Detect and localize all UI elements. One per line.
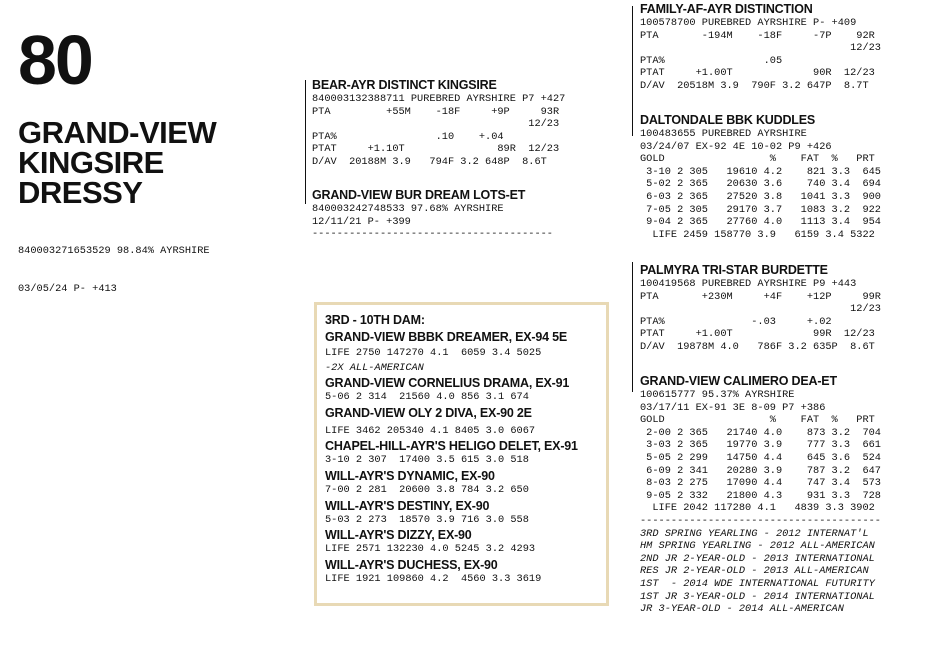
dam-sire-block	[640, 263, 881, 354]
sire-bracket-line	[305, 80, 306, 204]
award-line: JR 3-YEAR-OLD - 2014 ALL-AMERICAN	[640, 603, 844, 616]
dam-dam-name: GRAND-VIEW CALIMERO DEA-ET	[640, 374, 837, 388]
award-line: 1ST JR 3-YEAR-OLD - 2014 INTERNATIONAL	[640, 590, 875, 603]
dam-entry-name: WILL-AYR'S DYNAMIC, EX-90	[325, 468, 495, 483]
dam-entry-name: CHAPEL-HILL-AYR'S HELIGO DELET, EX-91	[325, 439, 578, 454]
sire-dam-block	[640, 113, 881, 241]
sire-line: PTAT +1.10T 89R 12/23	[312, 143, 560, 156]
sire-dam-line: 100483655 PUREBRED AYRSHIRE	[640, 128, 807, 140]
sire-dam-record: 5-02 2 365 20630 3.6 740 3.4 694	[640, 178, 881, 191]
sire-dam-name: DALTONDALE BBK KUDDLES	[640, 113, 815, 127]
sire-sire-line: PTA% .05	[640, 54, 783, 67]
dam-entry-name: GRAND-VIEW OLY 2 DIVA, EX-90 2E	[325, 405, 532, 420]
dam-entry-record: LIFE 1921 109860 4.2 4560 3.3 3619	[325, 572, 542, 585]
dam-block	[312, 188, 553, 241]
dam-dam-record: 3-03 2 365 19770 3.9 777 3.3 661	[640, 439, 881, 452]
sire-sire-line: 12/23	[640, 42, 881, 55]
sire-line: PTA +55M -18F +9P 93R	[312, 105, 560, 118]
dam-dam-divider: ---------------------------------------	[640, 514, 881, 527]
sire-dam-record: 6-03 2 365 27520 3.8 1041 3.3 900	[640, 190, 881, 203]
extended-dams-box	[314, 302, 609, 606]
sire-dam-record: 9-04 2 365 27760 4.0 1113 3.4 954	[640, 216, 881, 229]
dam-sire-line: D/AV 19878M 4.0 786F 3.2 635P 8.6T	[640, 340, 875, 353]
sire-dam-record-header: GOLD % FAT % PRT	[640, 153, 875, 166]
dam-entry-name: WILL-AYR'S DUCHESS, EX-90	[325, 557, 498, 572]
dam-sire-name: PALMYRA TRI-STAR BURDETTE	[640, 263, 828, 277]
registration-line: 840003271653529 98.84% AYRSHIRE	[18, 245, 210, 258]
dam-line: 840003242748533 97.68% AYRSHIRE	[312, 203, 504, 215]
animal-name-line-1: GRAND-VIEW	[18, 115, 217, 150]
dam-entry-record: LIFE 3462 205340 4.1 8405 3.0 6067	[325, 424, 536, 437]
animal-registration	[18, 220, 210, 308]
dam-sire-line: PTA +230M +4F +12P 99R	[640, 290, 881, 303]
award-line: RES JR 2-YEAR-OLD - 2013 ALL-AMERICAN	[640, 565, 869, 578]
sire-sire-line: 100578700 PUREBRED AYRSHIRE P- +409	[640, 17, 857, 29]
animal-name-line-2: KINGSIRE	[18, 145, 164, 180]
dam-dam-record: 8-03 2 275 17090 4.4 747 3.4 573	[640, 477, 881, 490]
dam-entry-record: 5-03 2 273 18570 3.9 716 3.0 558	[325, 513, 529, 526]
dam-sire-line: PTA% -.03 +.02	[640, 315, 832, 328]
dam-sire-line: PTAT +1.00T 99R 12/23	[640, 328, 875, 341]
dams-box-title: 3RD - 10TH DAM:	[325, 313, 425, 327]
dam-dam-line: 03/17/11 EX-91 3E 8-09 P7 +386	[640, 401, 826, 414]
sire-sire-name: FAMILY-AF-AYR DISTINCTION	[640, 2, 813, 16]
dam-name: GRAND-VIEW BUR DREAM LOTS-ET	[312, 188, 526, 202]
lot-number: 80	[18, 21, 92, 99]
dam-entry-record: 5-06 2 314 21560 4.0 856 3.1 674	[325, 391, 529, 404]
sire-sire-line: D/AV 20518M 3.9 790F 3.2 647P 8.7T	[640, 79, 869, 92]
dam-dam-block	[640, 374, 881, 616]
sire-dam-line: 03/24/07 EX-92 4E 10-02 P9 +426	[640, 140, 832, 153]
sire-name: BEAR-AYR DISTINCT KINGSIRE	[312, 78, 497, 92]
dam-dam-record-header: GOLD % FAT % PRT	[640, 414, 875, 427]
sire-dam-record: 7-05 2 305 29170 3.7 1083 3.2 922	[640, 203, 881, 216]
sire-line: 12/23	[312, 118, 560, 131]
sire-block	[312, 78, 565, 169]
dam-entry-record: 7-00 2 281 20600 3.8 784 3.2 650	[325, 483, 529, 496]
sire-sire-line: PTAT +1.00T 90R 12/23	[640, 67, 875, 80]
dam-entry-name: GRAND-VIEW BBBK DREAMER, EX-94 5E	[325, 330, 568, 344]
ds-bracket-line	[632, 262, 633, 392]
dam-dam-record: 5-05 2 299 14750 4.4 645 3.6 524	[640, 451, 881, 464]
animal-name	[18, 115, 217, 210]
dam-entry-record: 3-10 2 307 17400 3.5 615 3.0 518	[325, 454, 529, 467]
award-line: 2ND JR 2-YEAR-OLD - 2013 INTERNATIONAL	[640, 552, 875, 565]
dam-line: 12/11/21 P- +399	[312, 215, 411, 228]
ss-bracket-line	[632, 6, 633, 136]
dam-dam-record: 2-00 2 365 21740 4.0 873 3.2 704	[640, 426, 881, 439]
award-line: HM SPRING YEARLING - 2012 ALL-AMERICAN	[640, 540, 875, 553]
dam-entry-name: WILL-AYR'S DESTINY, EX-90	[325, 498, 490, 513]
award-line: 3RD SPRING YEARLING - 2012 INTERNAT'L	[640, 527, 869, 540]
sire-sire-block	[640, 2, 881, 93]
animal-name-line-3: DRESSY	[18, 175, 143, 210]
sire-line: D/AV 20188M 3.9 794F 3.2 648P 8.6T	[312, 155, 547, 168]
sire-line: PTA% .10 +.04	[312, 130, 504, 143]
dam-entry-name: GRAND-VIEW CORNELIUS DRAMA, EX-91	[325, 376, 570, 391]
dam-dam-record-life: LIFE 2042 117280 4.1 4839 3.3 3902	[640, 502, 875, 515]
sire-dam-record-life: LIFE 2459 158770 3.9 6159 3.4 5322	[640, 228, 875, 241]
award-line: 1ST - 2014 WDE INTERNATIONAL FUTURITY	[640, 577, 875, 590]
dam-entry-note: -2X ALL-AMERICAN	[325, 361, 424, 374]
dam-entry-record: LIFE 2750 147270 4.1 6059 3.4 5025	[325, 347, 542, 359]
sire-sire-line: PTA -194M -18F -7P 92R	[640, 29, 875, 42]
dam-dam-record: 9-05 2 332 21800 4.3 931 3.3 728	[640, 489, 881, 502]
dam-divider: ---------------------------------------	[312, 228, 553, 241]
dam-sire-line: 12/23	[640, 303, 881, 316]
sire-dam-record: 3-10 2 305 19610 4.2 821 3.3 645	[640, 165, 881, 178]
sire-line: 840003132388711 PUREBRED AYRSHIRE P7 +427	[312, 93, 566, 105]
dam-dam-record: 6-09 2 341 20280 3.9 787 3.2 647	[640, 464, 881, 477]
dam-entry-record: LIFE 2571 132230 4.0 5245 3.2 4293	[325, 543, 536, 556]
dam-sire-line: 100419568 PUREBRED AYRSHIRE P9 +443	[640, 278, 857, 290]
birth-line: 03/05/24 P- +413	[18, 282, 117, 295]
dam-entry-name: WILL-AYR'S DIZZY, EX-90	[325, 528, 472, 543]
dam-dam-line: 100615777 95.37% AYRSHIRE	[640, 389, 795, 401]
